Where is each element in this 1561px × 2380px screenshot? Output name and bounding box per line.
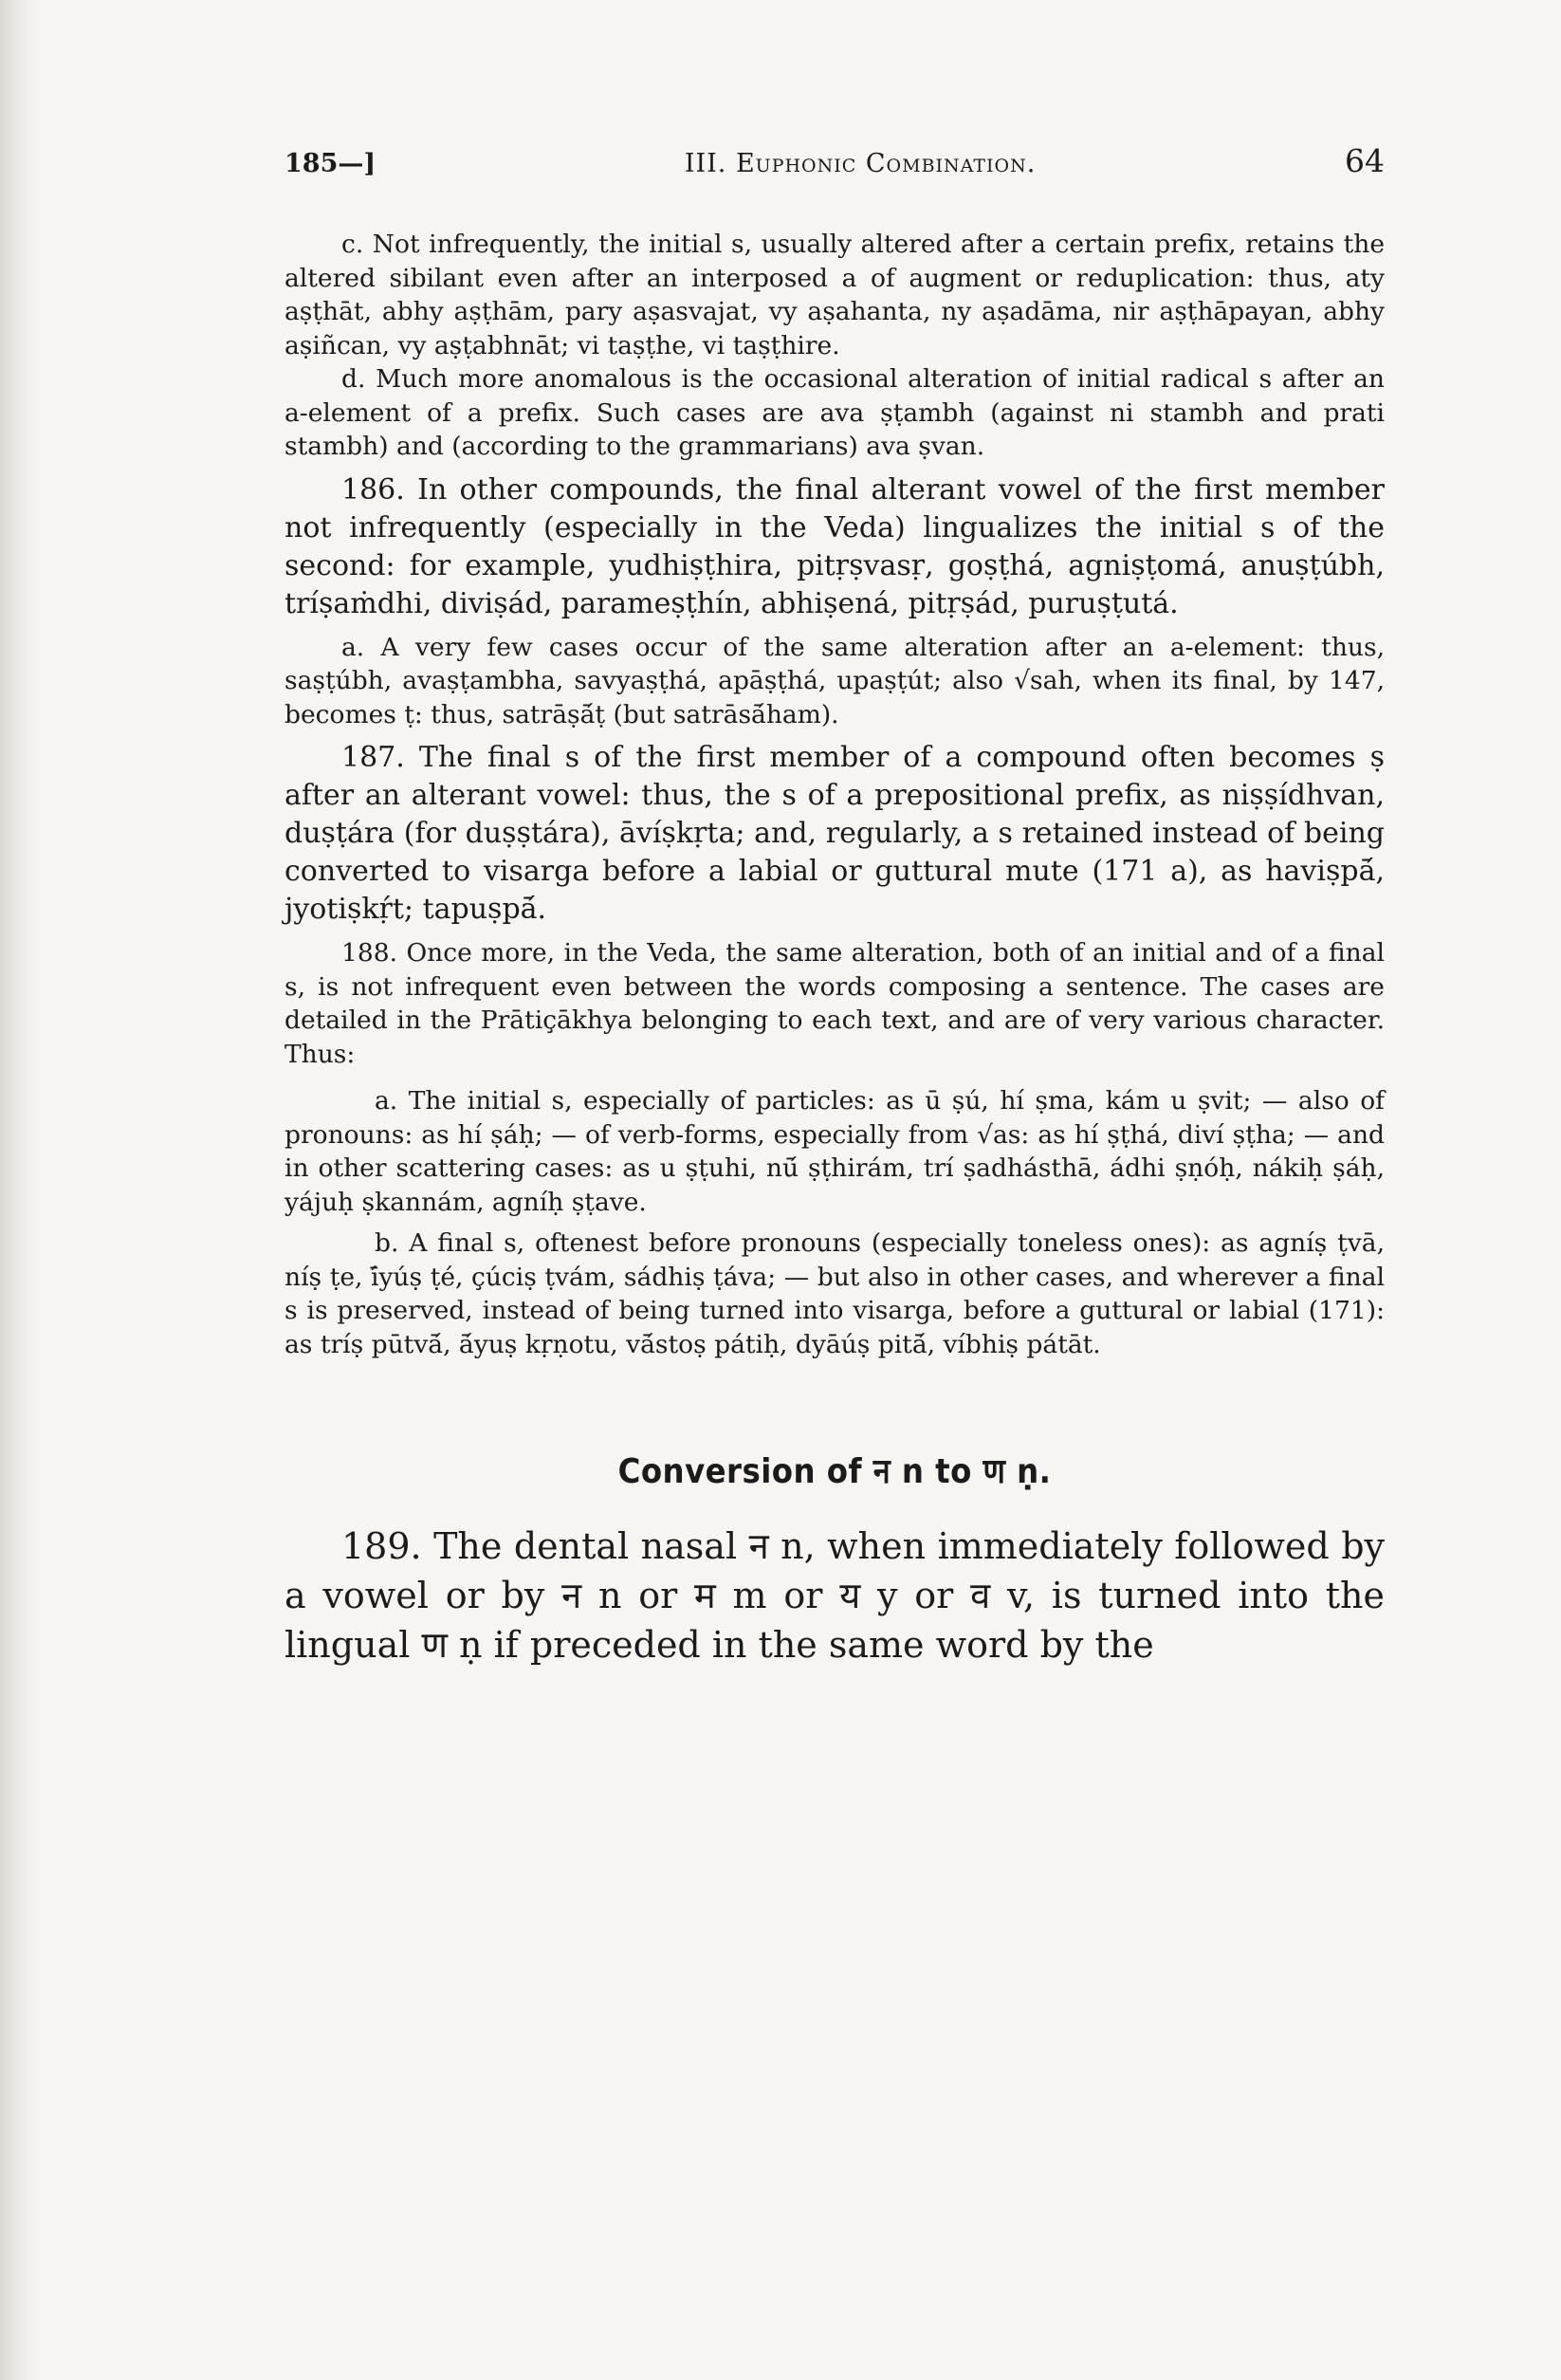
paragraph-185c: c. Not infrequently, the initial s, usually altered after a certain prefix, retains the altered sibilant even after an interposed a of augment or reduplication: thus, aty aṣṭhāt, abhy aṣṭhām, pary aṣasvajat, vy aṣahanta, ny aṣadāma, nir aṣṭhāpayan, abhy aṣiñcan, vy aṣṭabhnāt; vi taṣṭhe, vi taṣṭhire. xyxy=(285,230,1385,360)
page-edge-shadow xyxy=(0,0,38,2380)
paragraph-188: 188. Once more, in the Veda, the same alteration, both of an initial and of a final s, is not infrequent even between the words composing a sentence. The cases are detailed in the Prātiçākhya belonging to each text, and are of very various character. Thus: xyxy=(285,938,1385,1069)
section-range: 185—] xyxy=(285,149,376,178)
paragraph-188a: a. The initial s, especially of particles: as ū ṣú, hí ṣma, kám u ṣvit; — also of pronouns: as hí ṣáḥ; — of verb-forms, especially from √as: as hí ṣṭhá, diví ṣṭha; — and in other scattering cases: as u ṣṭuhi, nū́ ṣṭhirám, trí ṣadhásthā, ádhi ṣṇóḥ, nákiḥ ṣáḥ, yájuḥ ṣkannám, agníḥ ṣṭave. xyxy=(285,1086,1385,1217)
page-number: 64 xyxy=(1344,142,1385,179)
chapter-title: III. Euphonic Combination. xyxy=(684,149,1037,178)
paragraph-186: 186. In other compounds, the final alterant vowel of the first member not infrequently (especially in the Veda) lingualizes the initial s of the second: for example, yudhiṣṭhira, pitṛṣvasṛ, goṣṭhá, agniṣṭomá, anuṣṭúbh, tríṣaṁdhi, diviṣád, parameṣṭhín, abhiṣená, pitṛṣád, puruṣṭutá. xyxy=(285,472,1385,620)
section-heading: Conversion of न n to ण ṇ. xyxy=(617,1452,1052,1491)
paragraph-189: 189. The dental nasal न n, when immediately followed by a vowel or by न n or म m or य y or व v, is turned into the lingual ण ṇ if preceded in the same word by the xyxy=(285,1525,1385,1666)
page xyxy=(285,142,1385,1670)
paragraph-188b: b. A final s, oftenest before pronouns (especially toneless ones): as agníṣ ṭvā, níṣ ṭe, ī́yúṣ ṭé, çúciṣ ṭvám, sádhiṣ ṭáva; — but also in other cases, and wherever a final s is preserved, instead of being turned into visarga, before a guttural or labial (171): as tríṣ pūtvā́, ā́yuṣ kṛṇotu, vā́stoṣ pátiḥ, dyāúṣ pitā́, víbhiṣ pátāt. xyxy=(285,1228,1385,1359)
running-head xyxy=(285,142,1385,199)
paragraph-186a: a. A very few cases occur of the same alteration after an a-element: thus, saṣṭúbh, avaṣṭambha, savyaṣṭhá, apāṣṭhá, upaṣṭút; also √sah, when its final, by 147, becomes ṭ: thus, satrāṣā́ṭ (but satrāsā́ham). xyxy=(285,632,1385,729)
paragraph-187: 187. The final s of the first member of a compound often becomes ṣ after an alterant vowel: thus, the s of a prepositional prefix, as niṣṣídhvan, duṣṭára (for duṣṣtára), āvíṣkṛta; and, regularly, a s retained instead of being converted to visarga before a labial or guttural mute (171 a), as haviṣpā́, jyotiṣkṛ́t; tapuṣpā́. xyxy=(285,741,1385,926)
paragraph-185d: d. Much more anomalous is the occasional alteration of initial radical s after an a-element of a prefix. Such cases are ava ṣṭambh (against ni stambh and prati stambh) and (according to the grammarians) ava ṣvan. xyxy=(285,364,1385,461)
